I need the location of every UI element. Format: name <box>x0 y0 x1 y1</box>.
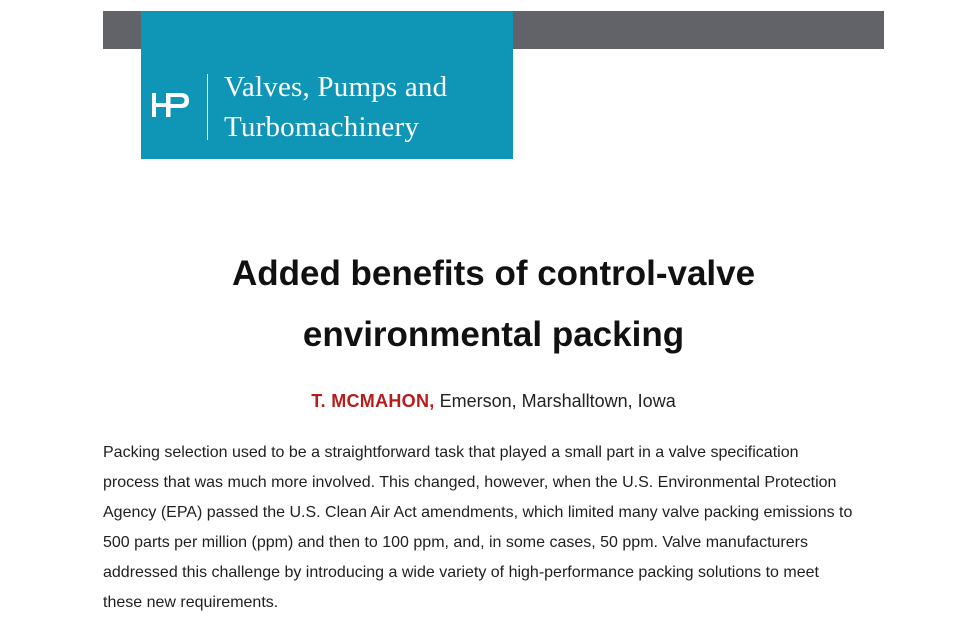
byline <box>103 388 884 414</box>
author-affiliation: Emerson, Marshalltown, Iowa <box>439 391 676 411</box>
body-line: 500 parts per million (ppm) and then to 100 ppm, and, in some cases, 50 ppm. Valve manufacturers <box>103 534 808 551</box>
article-body <box>103 438 893 618</box>
author-name: T. MCMAHON, <box>311 391 435 411</box>
masthead-divider <box>207 74 208 140</box>
body-line: Packing selection used to be a straightforward task that played a small part in a valve specification <box>103 444 799 461</box>
body-line: addressed this challenge by introducing a wide variety of high-performance packing solutions to meet <box>103 564 819 581</box>
article-title-line-1: Added benefits of control-valve <box>231 254 756 293</box>
article-title <box>103 243 884 365</box>
body-line: process that was much more involved. This changed, however, when the U.S. Environmental Protection <box>103 474 837 491</box>
masthead-banner <box>141 11 513 159</box>
publication-title-line-2: Turbomachinery <box>224 111 420 143</box>
body-line: these new requirements. <box>103 594 279 611</box>
body-line: Agency (EPA) passed the U.S. Clean Air Act amendments, which limited many valve packing emissions to <box>103 504 853 521</box>
hp-logo-icon <box>151 91 193 119</box>
article-title-line-2: environmental packing <box>302 315 685 354</box>
publication-title-line-1: Valves, Pumps and <box>224 71 448 103</box>
publication-title <box>224 67 504 147</box>
